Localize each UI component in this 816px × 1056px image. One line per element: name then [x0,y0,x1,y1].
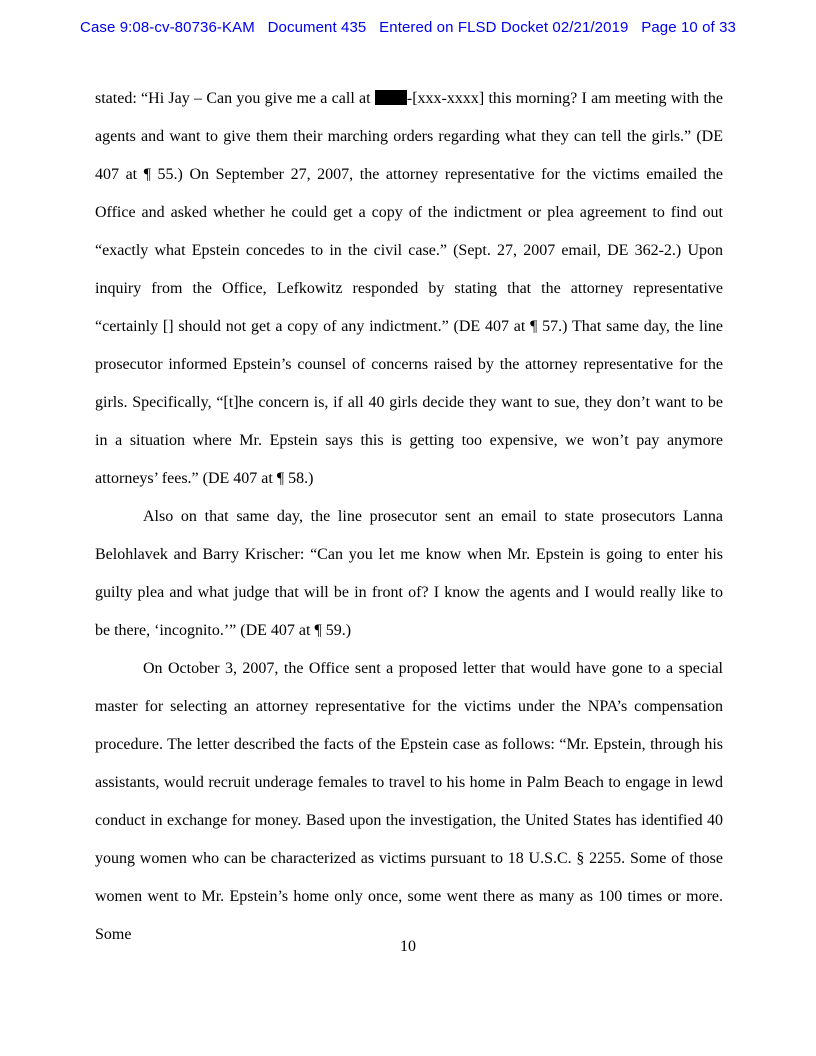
document-body [95,80,723,954]
text-line: women went to Mr. Epstein’s home only once, some went there as many as 100 times or more. Some [95,888,723,943]
text-line: conduct in exchange for money. Based upon the investigation, the United States has identified 40 [95,812,723,829]
text-line: “exactly what Epstein concedes to in the civil case.” (Sept. 27, 2007 email, DE 362-2.) Upon [95,242,723,259]
text-line: agents and want to give them their marching orders regarding what they can tell the girls.” (DE [95,128,723,145]
text-line: stated: “Hi Jay – Can you give me a call at -[xxx-xxxx] this morning? I am meeting with the [95,90,724,107]
text-line: “certainly [] should not get a copy of any indictment.” (DE 407 at ¶ 57.) That same day, the line [95,318,723,335]
text-line: Office and asked whether he could get a copy of the indictment or plea agreement to find out [95,204,723,221]
text-line: young women who can be characterized as victims pursuant to 18 U.S.C. § 2255. Some of those [95,850,723,867]
text-line: master for selecting an attorney representative for the victims under the NPA’s compensation [95,698,723,715]
page-number: 10 [400,938,416,955]
text-line: girls. Specifically, “[t]he concern is, if all 40 girls decide they want to sue, they don’t want to be [95,394,723,411]
paragraph [95,498,723,650]
paragraph [95,80,723,498]
text-line: Also on that same day, the line prosecutor sent an email to state prosecutors Lanna [143,508,723,525]
text-line: Belohlavek and Barry Krischer: “Can you let me know when Mr. Epstein is going to enter his [95,546,723,563]
docket-stamp-header: Case 9:08-cv-80736-KAM Document 435 Entered on FLSD Docket 02/21/2019 Page 10 of 33 [80,19,736,36]
text-line: guilty plea and what judge that will be in front of? I know the agents and I would really like to [95,584,723,601]
text-line: 407 at ¶ 55.) On September 27, 2007, the attorney representative for the victims emailed the [95,166,723,183]
text-line: On October 3, 2007, the Office sent a proposed letter that would have gone to a special [143,660,723,677]
redaction-box [375,90,407,105]
text-line: assistants, would recruit underage females to travel to his home in Palm Beach to engage in lewd [95,774,723,791]
text-line: inquiry from the Office, Lefkowitz responded by stating that the attorney representative [95,280,723,297]
text-line: procedure. The letter described the facts of the Epstein case as follows: “Mr. Epstein, through his [95,736,723,753]
text-line: in a situation where Mr. Epstein says this is getting too expensive, we won’t pay anymore [95,432,723,449]
text-line: prosecutor informed Epstein’s counsel of concerns raised by the attorney representative for the [95,356,723,373]
paragraph [95,650,723,954]
text-line: be there, ‘incognito.’” (DE 407 at ¶ 59.) [95,622,352,639]
text-line: attorneys’ fees.” (DE 407 at ¶ 58.) [95,470,314,487]
